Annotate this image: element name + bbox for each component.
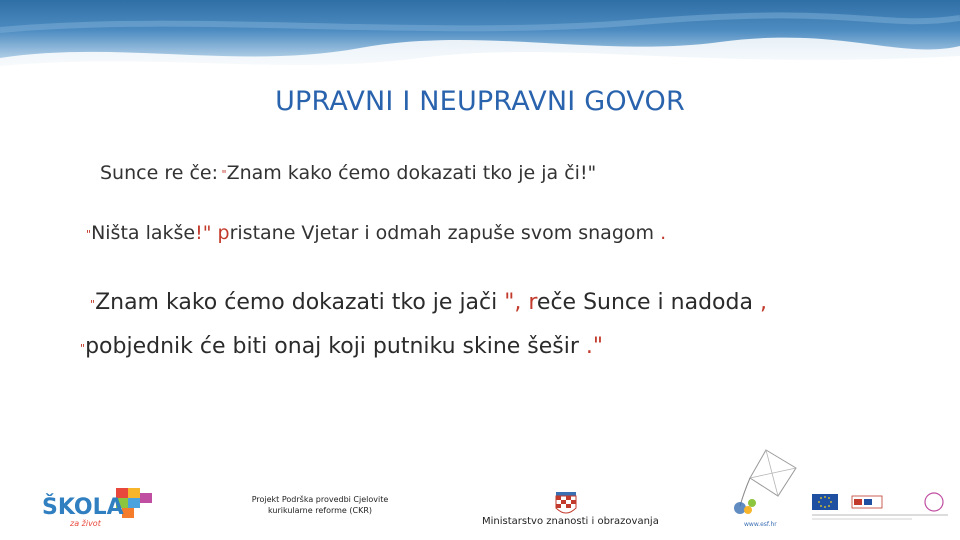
logo-text: ŠKOLA <box>42 495 124 520</box>
projekt-line-2: kurikularne reforme (CKR) <box>267 506 373 515</box>
line1-quote: " <box>218 168 227 181</box>
line1-part-d: Znam kako ćemo dokazati tko je ja <box>226 162 565 184</box>
line1-part-e: či!" <box>564 162 597 184</box>
line3-quote: " <box>90 298 96 311</box>
line1-part-b: če: <box>189 162 218 184</box>
logo-subtext: za život <box>70 519 101 528</box>
line1-part-a: Sunce re <box>100 162 190 184</box>
header-texture <box>0 0 960 80</box>
line3-part-e: , <box>759 290 767 315</box>
text-line-1 <box>100 162 596 184</box>
eu-funding-logos <box>812 490 948 524</box>
deco-url: www.esf.hr <box>744 521 777 528</box>
line3-part-d: eče Sunce i nadoda <box>536 290 760 315</box>
projekt-caption <box>236 494 404 516</box>
line3-part-b: Znam kako ćemo dokazati tko je jači <box>95 290 505 315</box>
line2-part-b: Ništa lakše <box>91 222 196 244</box>
kite-drawing-logo <box>732 448 802 530</box>
line4-part-b: pobjednik će biti onaj koji putniku skine šešir <box>85 334 586 359</box>
slide-title: UPRAVNI I NEUPRAVNI GOVOR <box>275 86 685 117</box>
line4-part-c: ." <box>585 334 604 359</box>
text-line-4 <box>80 334 603 359</box>
projekt-line-1: Projekt Podrška provedbi Cjelovite <box>251 495 389 504</box>
header-background <box>0 0 960 80</box>
line2-quote: " <box>86 228 92 241</box>
line2-part-f: . <box>654 222 667 244</box>
skola-za-zivot-logo <box>40 484 160 528</box>
line4-quote: " <box>80 342 86 355</box>
line2-part-c: !" <box>195 222 218 244</box>
line2-part-d: p <box>217 222 230 244</box>
text-line-2 <box>86 222 666 244</box>
line2-part-e: ristane Vjetar i odmah zapuše svom snagom <box>229 222 655 244</box>
line3-part-c: ", r <box>504 290 537 315</box>
text-line-3 <box>90 290 767 315</box>
ministry-label: Ministarstvo znanosti i obrazovanja <box>482 516 659 527</box>
